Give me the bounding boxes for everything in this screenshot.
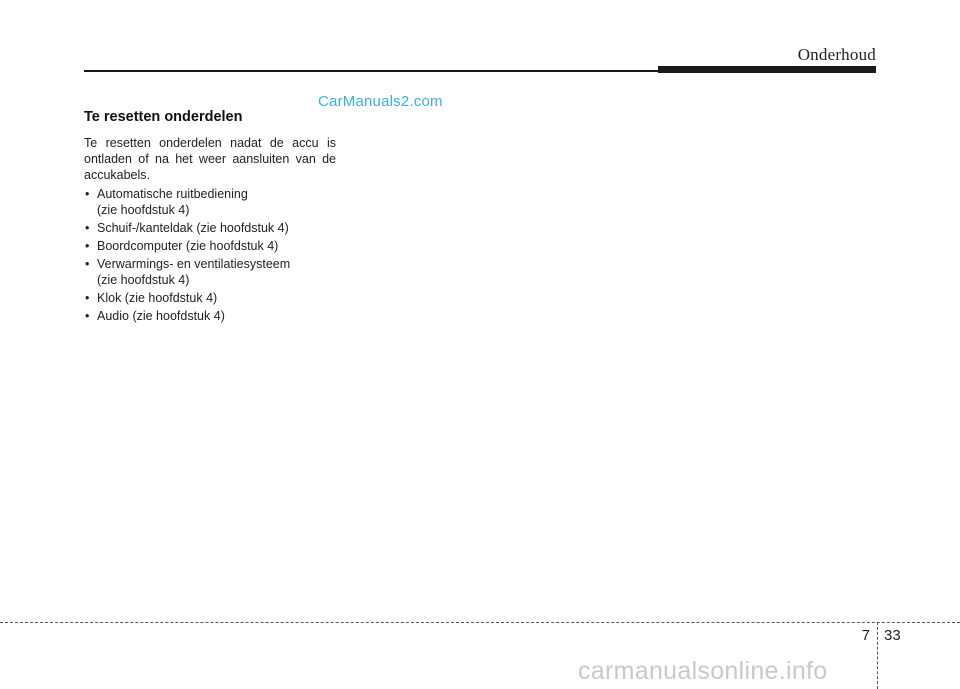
chapter-number: 7	[861, 627, 870, 644]
list-item-text: Verwarmings- en ventilatiesysteem	[97, 257, 291, 271]
intro-paragraph: Te resetten onderdelen nadat de accu is ontladen of na het weer aansluiten van de accukabels.	[84, 136, 336, 182]
list-item	[84, 186, 336, 218]
bullet-icon: •	[85, 257, 90, 271]
reset-items-list	[84, 186, 336, 324]
footer-dashed-rule	[0, 622, 960, 623]
bullet-icon: •	[85, 291, 90, 305]
list-item	[84, 308, 336, 324]
section-title: Onderhoud	[797, 45, 876, 64]
list-item-text: Automatische ruitbediening	[97, 187, 248, 201]
list-item	[84, 256, 336, 288]
list-item-text: Boordcomputer (zie hoofdstuk 4)	[97, 239, 279, 253]
list-item-subtext: (zie hoofdstuk 4)	[97, 273, 190, 287]
page-number: 33	[884, 627, 901, 644]
watermark-top: CarManuals2.com	[318, 93, 443, 110]
bullet-icon: •	[85, 187, 90, 201]
header-rule-thick	[658, 66, 876, 73]
list-item-text: Klok (zie hoofdstuk 4)	[97, 291, 218, 305]
header-rule-thin	[84, 70, 660, 72]
bullet-icon: •	[85, 239, 90, 253]
bullet-icon: •	[85, 221, 90, 235]
bullet-icon: •	[85, 309, 90, 323]
section-heading: Te resetten onderdelen	[84, 109, 243, 125]
watermark-bottom: carmanualsonline.info	[578, 657, 828, 685]
list-item	[84, 238, 336, 254]
list-item-text: Schuif-/kanteldak (zie hoofdstuk 4)	[97, 221, 289, 235]
list-item	[84, 220, 336, 236]
list-item-text: Audio (zie hoofdstuk 4)	[97, 309, 225, 323]
list-item	[84, 290, 336, 306]
content-column	[84, 109, 336, 326]
list-item-subtext: (zie hoofdstuk 4)	[97, 203, 190, 217]
footer-dashed-divider	[877, 622, 878, 689]
